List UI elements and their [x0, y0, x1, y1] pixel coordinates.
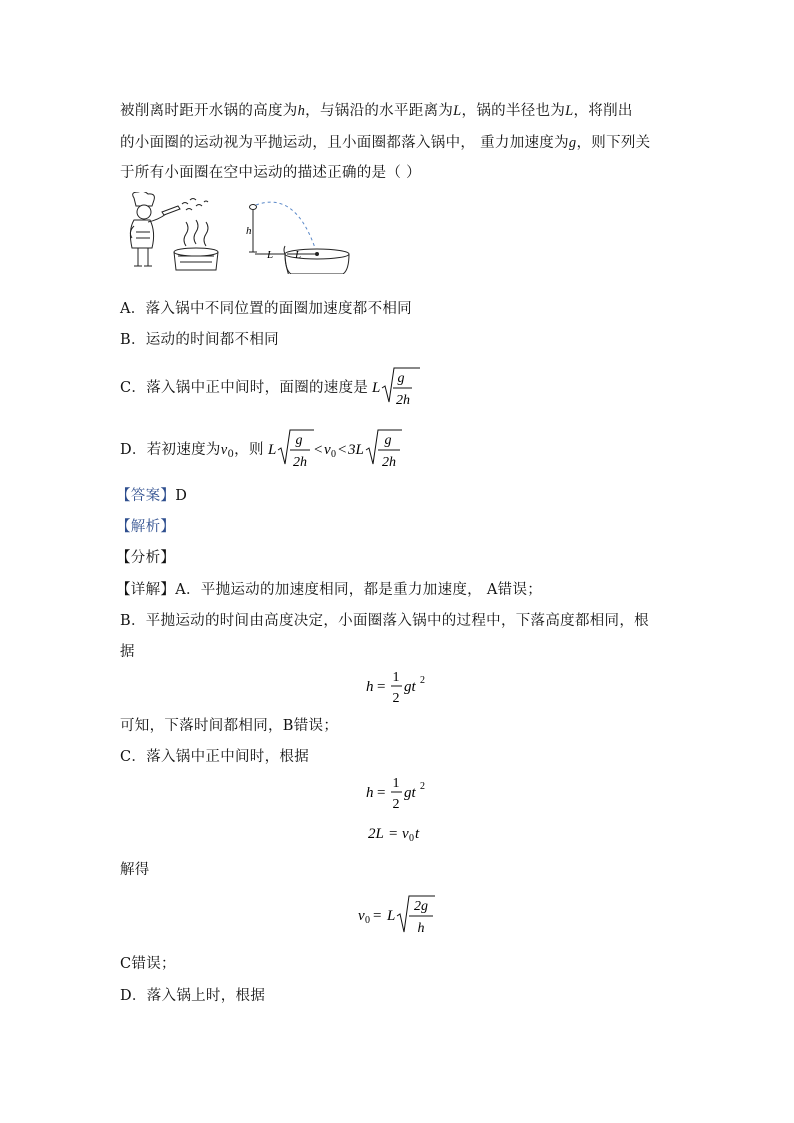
svg-text:g: g	[397, 371, 405, 386]
question-line-1: 被削离时距开水锅的高度为h，与锅沿的水平距离为L，锅的半径也为L，将削出	[120, 103, 633, 119]
svg-text:=: =	[389, 826, 398, 842]
svg-text:0: 0	[409, 833, 414, 844]
chef-illustration	[120, 192, 232, 274]
detail-c-conclusion: C错误；	[120, 956, 176, 972]
detail-b-line-1: B．平抛运动的时间由高度决定，小面圈落入锅中的过程中，下落高度都相同，根	[120, 613, 649, 629]
svg-text:0: 0	[331, 449, 336, 460]
answer-tag: 【答案】	[116, 488, 176, 504]
answer-value: D	[175, 488, 188, 504]
equation-h-half-gt2-2	[364, 770, 434, 816]
svg-text:2: 2	[420, 781, 425, 792]
svg-text:v: v	[358, 908, 365, 924]
svg-text:1: 1	[392, 670, 400, 685]
svg-text:2L: 2L	[368, 826, 384, 842]
svg-text:t: t	[415, 826, 420, 842]
svg-text:h: h	[366, 785, 374, 801]
svg-text:2h: 2h	[396, 393, 410, 408]
svg-text:2: 2	[392, 691, 400, 706]
option-c-formula	[370, 366, 422, 410]
svg-text:L: L	[372, 380, 381, 396]
parabola-path	[256, 202, 317, 254]
equation-h-half-gt2-1	[364, 664, 434, 710]
svg-text:2h: 2h	[293, 455, 307, 470]
detail-c-line: C．落入锅中正中间时，根据	[120, 749, 309, 765]
svg-text:2: 2	[392, 797, 400, 812]
svg-text:=: =	[377, 785, 386, 801]
detail-a: 【详解】A．平抛运动的加速度相同，都是重力加速度， A错误；	[116, 582, 543, 598]
label-h: h	[246, 225, 252, 237]
svg-text:L: L	[387, 908, 396, 924]
svg-text:gt: gt	[404, 785, 416, 801]
fenxi-tag: 【分析】	[116, 550, 176, 566]
svg-text:2h: 2h	[382, 455, 396, 470]
svg-text:L: L	[268, 442, 277, 458]
option-d-formula	[266, 428, 406, 472]
svg-text:gt: gt	[404, 679, 416, 695]
svg-text:=: =	[373, 908, 382, 924]
equation-v0-result	[356, 892, 440, 940]
solve-label: 解得	[120, 862, 150, 878]
answer-line	[116, 486, 187, 506]
equation-2L-v0t	[366, 820, 436, 846]
label-L-right: L	[295, 249, 302, 261]
svg-text:<: <	[314, 442, 323, 458]
svg-text:3L: 3L	[348, 442, 364, 458]
detail-d-line: D．落入锅上时，根据	[120, 988, 266, 1004]
svg-text:h: h	[417, 921, 425, 936]
svg-text:<: <	[338, 442, 347, 458]
svg-text:0: 0	[365, 915, 370, 926]
trajectory-diagram	[245, 196, 355, 274]
detail-b-conclusion: 可知，下落时间都相同，B错误；	[120, 718, 339, 734]
svg-text:v: v	[324, 442, 331, 458]
svg-text:1: 1	[392, 776, 400, 791]
question-line-3: 于所有小面圈在空中运动的描述正确的是（ ）	[120, 165, 421, 181]
svg-text:g: g	[295, 433, 303, 448]
option-a: A．落入锅中不同位置的面圈加速度都不相同	[120, 301, 412, 317]
svg-text:g: g	[384, 433, 392, 448]
svg-text:2: 2	[420, 675, 425, 686]
svg-text:2g: 2g	[414, 899, 428, 914]
noodle-point	[250, 205, 257, 210]
svg-text:v: v	[402, 826, 409, 842]
svg-text:h: h	[366, 679, 374, 695]
question-line-2: 的小面圈的运动视为平抛运动，且小面圈都落入锅中， 重力加速度为g，则下列关	[120, 135, 651, 151]
option-d: D．若初速度为$v_0$，则	[120, 442, 264, 460]
label-L-left: L	[267, 249, 274, 261]
detail-b-line-2: 据	[120, 644, 135, 660]
option-b: B．运动的时间都不相同	[120, 332, 279, 348]
svg-text:=: =	[377, 679, 386, 695]
jiexi-tag: 【解析】	[116, 519, 176, 535]
option-c: C．落入锅中正中间时，面圈的速度是	[120, 380, 369, 396]
